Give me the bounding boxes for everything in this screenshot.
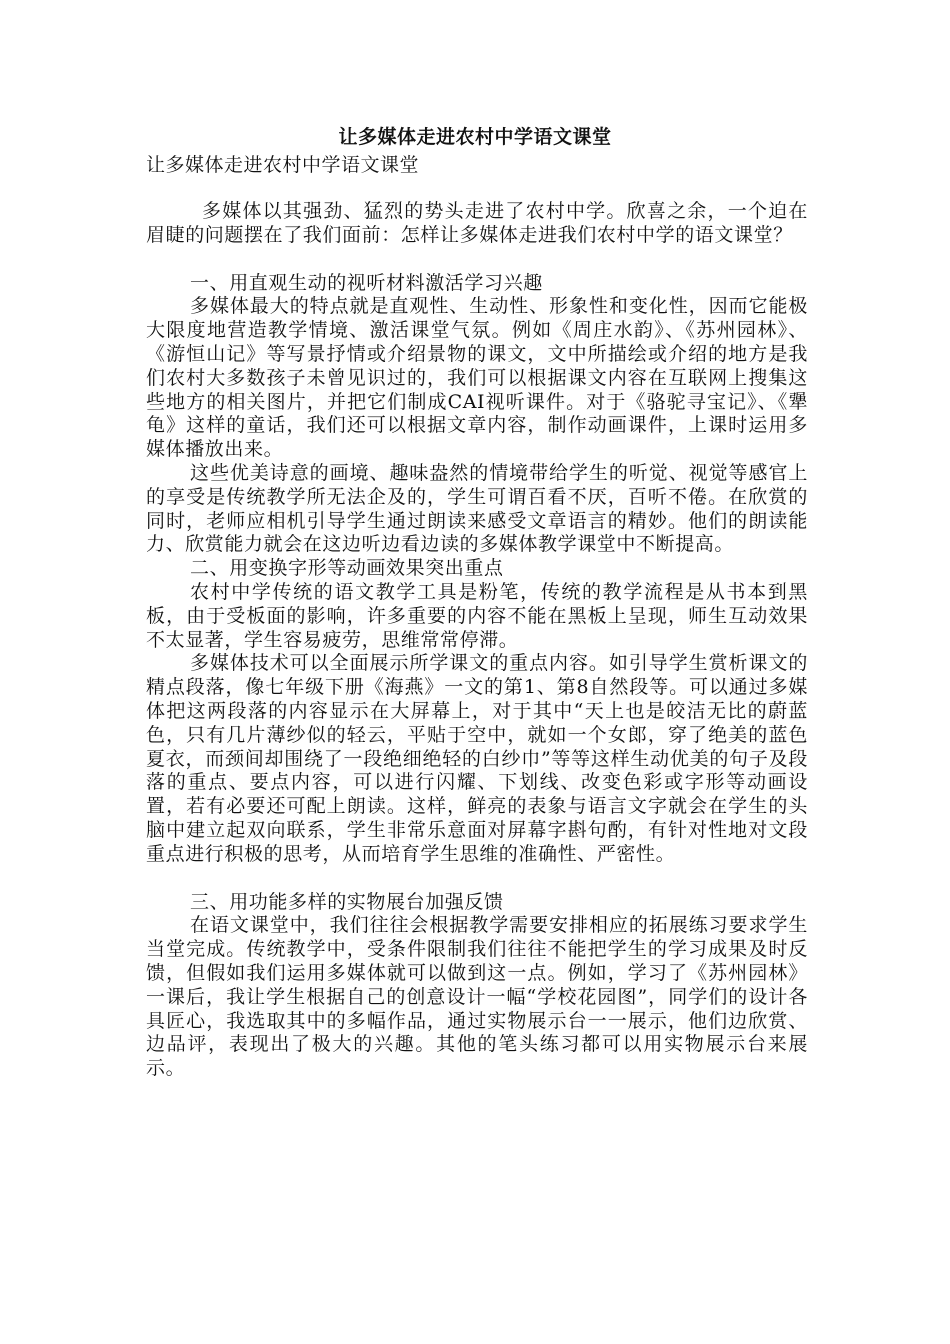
section-2-paragraph-2: 多媒体技术可以全面展示所学课文的重点内容。如引导学生赏析课文的精点段落，像七年级下册《海燕》一文的第1、第8自然段等。可以通过多媒体把这两段落的内容显示在大屏幕上，对于其中“天上也是皎洁无比的蔚蓝色，只有几片薄纱似的轻云，平贴于空中，就如一个女郎，穿了绝美的蓝色夏衣，而颈间却围绕了一段绝细绝轻的白纱巾”等等这样生动优美的句子及段落的重点、要点内容，可以进行闪耀、下划线、改变色彩或字形等动画设置，若有必要还可配上朗读。这样，鲜亮的表象与语言文字就会在学生的头脑中建立起双向联系，学生非常乐意面对屏幕字斟句酌，有针对性地对文段重点进行积极的思考，从而培育学生思维的准确性、严密性。 xyxy=(146,652,808,865)
document-title: 让多媒体走进农村中学语文课堂 xyxy=(338,126,612,148)
section-2-paragraph-1: 农村中学传统的语文教学工具是粉笔，传统的教学流程是从书本到黑板，由于受板面的影响，许多重要的内容不能在黑板上呈现，师生互动效果不太显著，学生容易疲劳，思维常常停滞。 xyxy=(146,580,808,651)
section-1-heading: 一、用直观生动的视听材料激活学习兴趣 xyxy=(190,271,543,294)
intro-paragraph: 多媒体以其强劲、猛烈的势头走进了农村中学。欣喜之余，一个迫在眉睫的问题摆在了我们面前：怎样让多媒体走进我们农村中学的语文课堂？ xyxy=(146,200,808,246)
section-1-paragraph-2: 这些优美诗意的画境、趣味盎然的情境带给学生的听觉、视觉等感官上的享受是传统教学所无法企及的，学生可谓百看不厌，百听不倦。在欣赏的同时，老师应相机引导学生通过朗读来感受文章语言的精妙。他们的朗读能力、欣赏能力就会在这边听边看边读的多媒体教学课堂中不断提高。 xyxy=(146,461,808,556)
document-subtitle: 让多媒体走进农村中学语文课堂 xyxy=(146,154,420,176)
section-2-heading: 二、用变换字形等动画效果突出重点 xyxy=(190,557,504,580)
document-body xyxy=(146,200,808,1081)
section-3-heading: 三、用功能多样的实物展台加强反馈 xyxy=(190,890,504,913)
section-3-paragraph-1: 在语文课堂中，我们往往会根据教学需要安排相应的拓展练习要求学生当堂完成。传统教学中，受条件限制我们往往不能把学生的学习成果及时反馈，但假如我们运用多媒体就可以做到这一点。例如，学习了《苏州园林》一课后，我让学生根据自己的创意设计一幅“学校花园图”，同学们的设计各具匠心，我选取其中的多幅作品，通过实物展示台一一展示，他们边欣赏、边品评，表现出了极大的兴趣。其他的笔头练习都可以用实物展示台来展示。 xyxy=(146,914,808,1080)
section-1-paragraph-1: 多媒体最大的特点就是直观性、生动性、形象性和变化性，因而它能极大限度地营造教学情境、激活课堂气氛。例如《周庄水韵》、《苏州园林》、《游恒山记》等写景抒情或介绍景物的课文，文中所描绘或介绍的地方是我们农村大多数孩子未曾见识过的，我们可以根据课文内容在互联网上搜集这些地方的相关图片，并把它们制成CAI视听课件。对于《骆驼寻宝记》、《犟龟》这样的童话，我们还可以根据文章内容，制作动画课件，上课时运用多媒体播放出来。 xyxy=(146,295,808,461)
